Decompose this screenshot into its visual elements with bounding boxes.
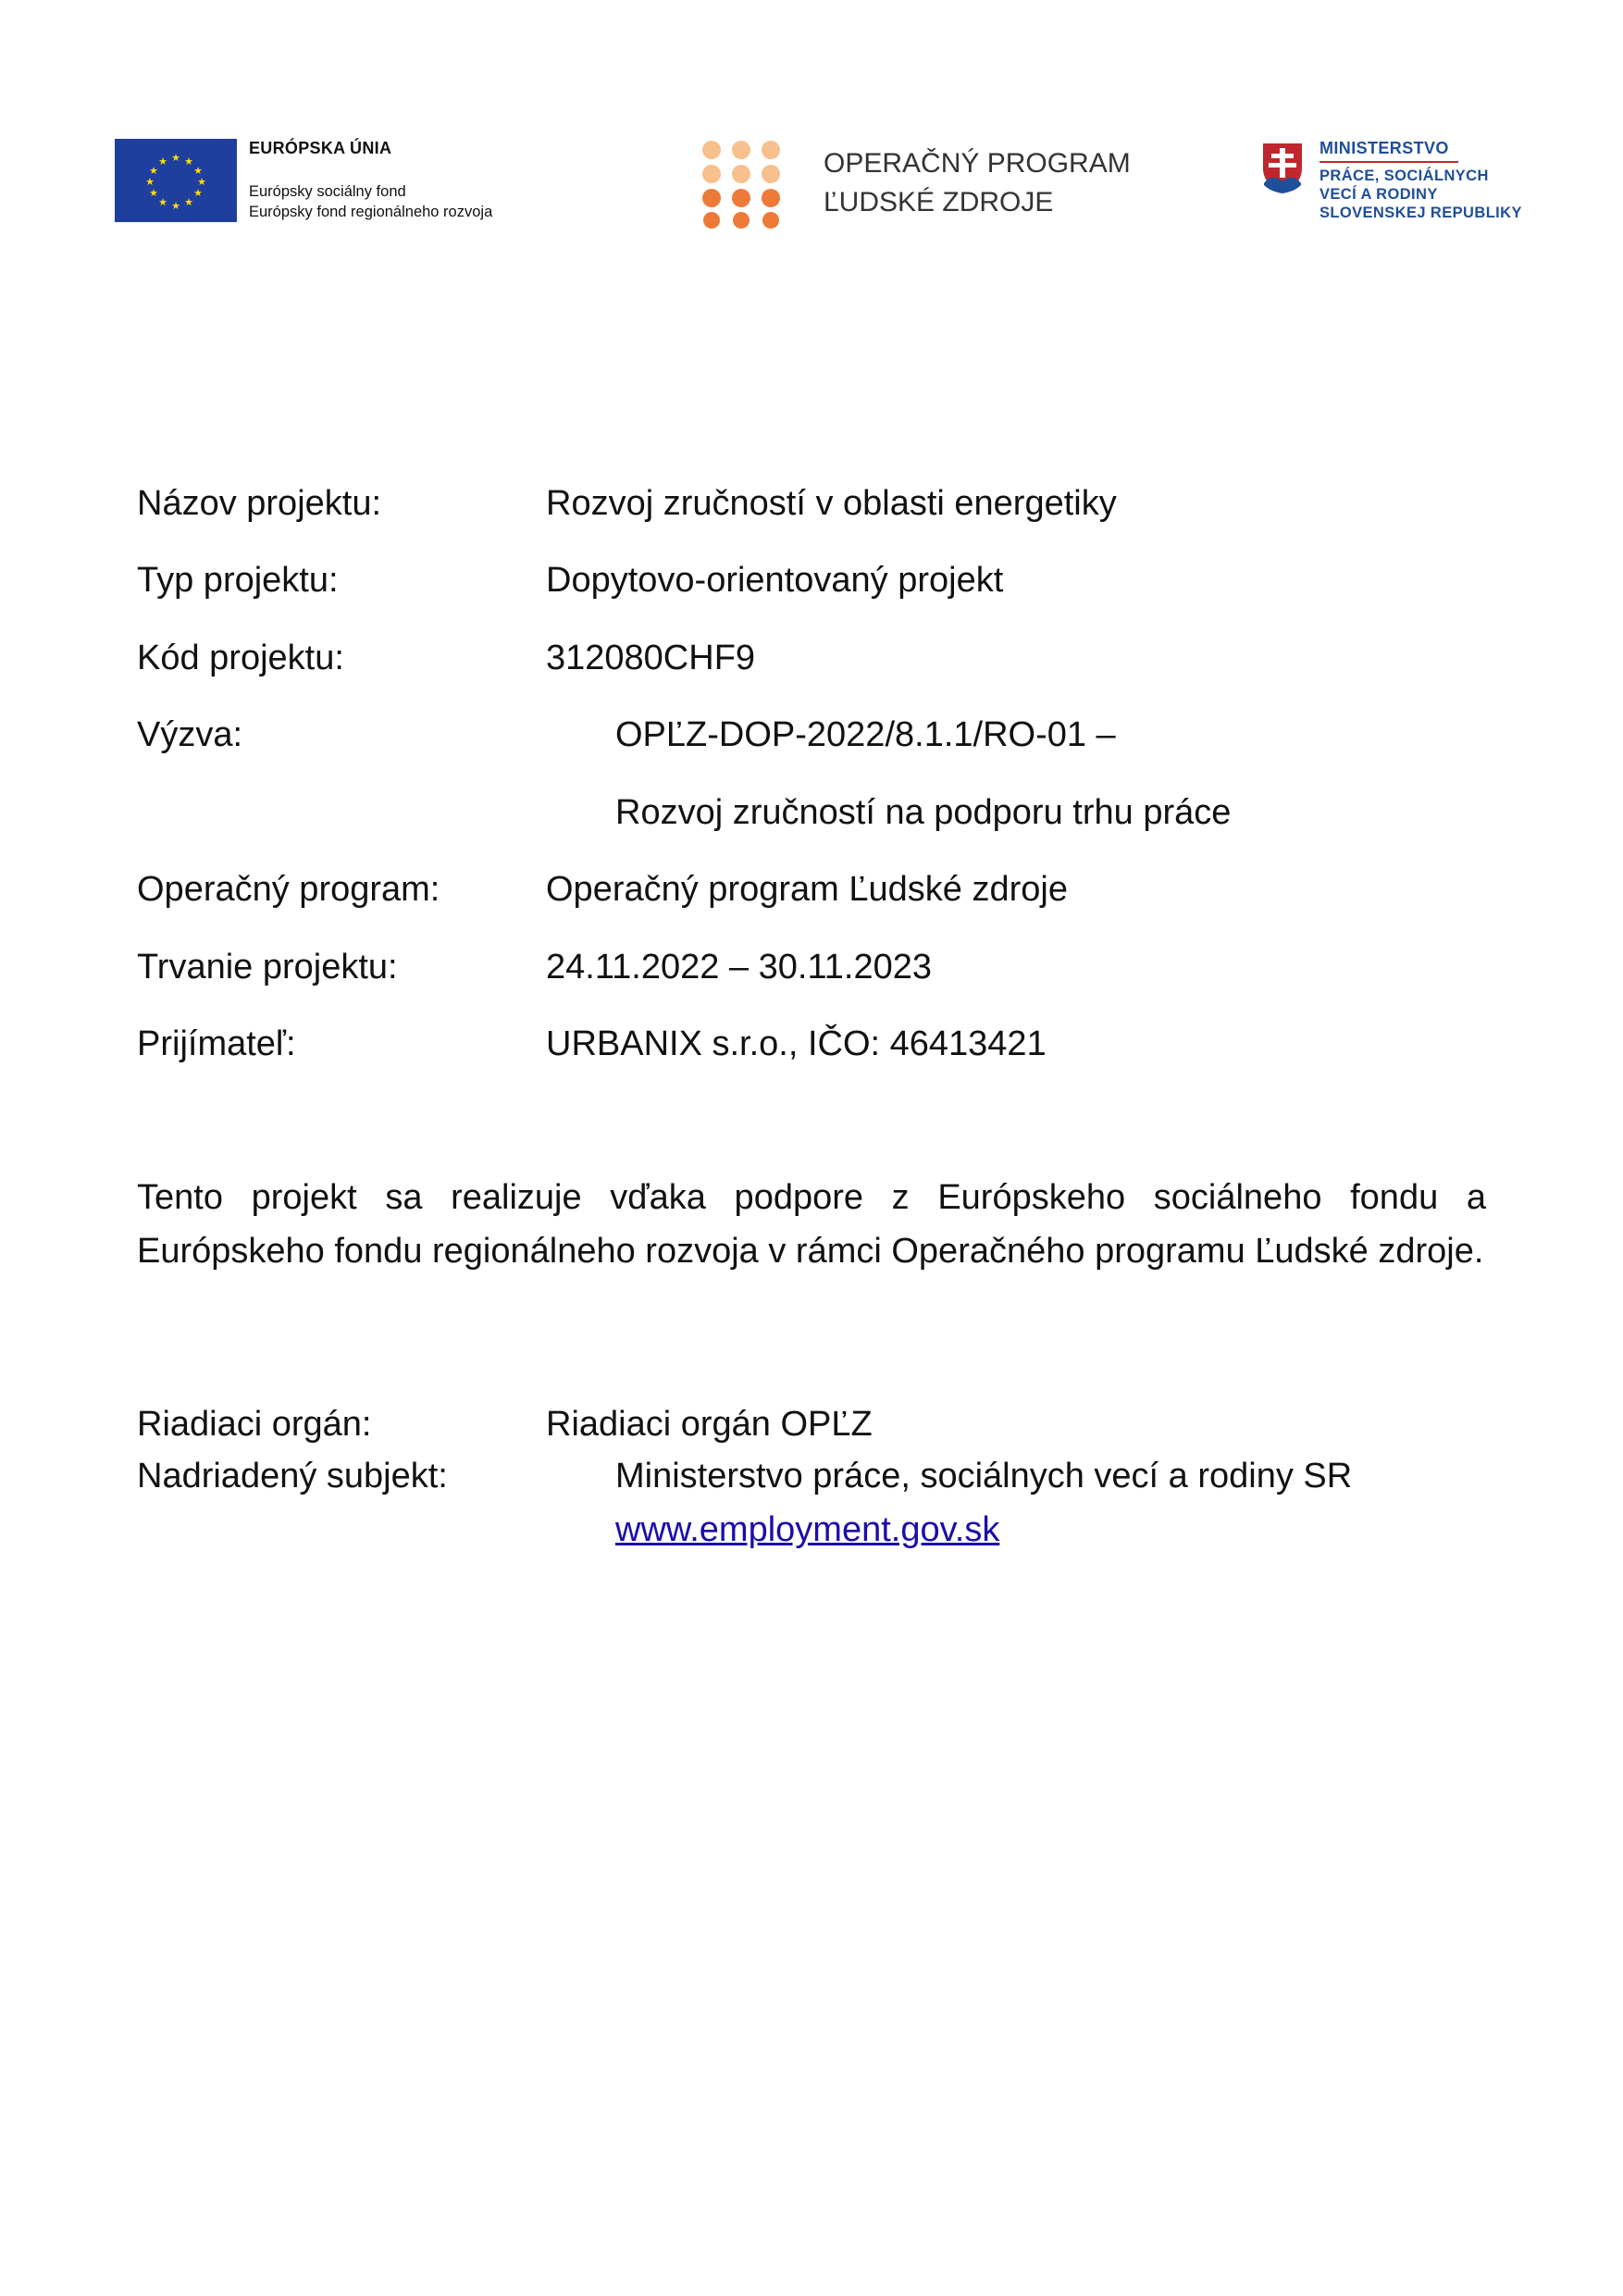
- eu-fund-esf: Európsky sociálny fond: [249, 183, 406, 200]
- eu-subtitle: [249, 181, 492, 222]
- project-name-label: Názov projektu:: [137, 484, 382, 523]
- funding-statement: Tento projekt sa realizuje vďaka podpore z Európskeho sociálneho fondu a Európskeho fondu regionálneho rozvoja v rámci Operačného programu Ľudské zdroje.: [137, 1178, 1486, 1271]
- ministry-line-2: VECÍ A RODINY: [1319, 186, 1438, 203]
- recipient-label: Prijímateľ:: [137, 1024, 296, 1063]
- slovak-crest-icon: [1260, 141, 1305, 194]
- op-title-line1: OPERAČNÝ PROGRAM: [824, 148, 1131, 179]
- superior-body-value: Ministerstvo práce, sociálnych vecí a rodiny SR: [615, 1457, 1353, 1496]
- employment-website-link[interactable]: www.employment.gov.sk: [615, 1510, 1000, 1549]
- svg-text:★: ★: [145, 176, 155, 188]
- call-label: Výzva:: [137, 715, 243, 754]
- managing-authority-label: Riadiaci orgán:: [137, 1405, 372, 1444]
- duration-label: Trvanie projektu:: [137, 948, 398, 987]
- call-value-continuation: Rozvoj zručností na podporu trhu práce: [615, 793, 1232, 832]
- op-title-line2: ĽUDSKÉ ZDROJE: [824, 187, 1054, 217]
- website-row: [137, 1510, 1525, 1557]
- svg-text:★: ★: [171, 152, 180, 164]
- svg-text:★: ★: [193, 187, 203, 199]
- managing-authority-value: Riadiaci orgán OPĽZ: [546, 1405, 873, 1444]
- project-code-row: [137, 639, 1525, 685]
- ministry-logo: [1260, 139, 1593, 231]
- project-type-row: [137, 561, 1525, 607]
- op-ludske-zdroje-logo: [699, 137, 1134, 226]
- project-code-value: 312080CHF9: [546, 639, 756, 677]
- operational-program-label: Operačný program:: [137, 870, 440, 909]
- project-type-value: Dopytovo-orientovaný projekt: [546, 561, 1004, 600]
- svg-text:★: ★: [158, 155, 167, 168]
- call-row: [137, 715, 1525, 762]
- project-type-label: Typ projektu:: [137, 561, 339, 600]
- call-continuation-row: [137, 793, 1525, 839]
- recipient-value: URBANIX s.r.o., IČO: 46413421: [546, 1024, 1047, 1063]
- svg-text:★: ★: [197, 176, 206, 188]
- svg-text:★: ★: [149, 165, 158, 177]
- managing-authority-row: [137, 1405, 1525, 1451]
- ministry-line-1: PRÁCE, SOCIÁLNYCH: [1319, 168, 1489, 184]
- op-title: [824, 144, 1131, 222]
- eu-fund-erdf: Európsky fond regionálneho rozvoja: [249, 204, 493, 220]
- ministry-subtitle: [1319, 167, 1522, 222]
- operational-program-value: Operačný program Ľudské zdroje: [546, 870, 1068, 909]
- svg-text:★: ★: [193, 165, 203, 177]
- svg-text:★: ★: [184, 196, 193, 208]
- eu-flag-icon: [115, 139, 237, 222]
- op-dots-icon: [699, 137, 791, 230]
- eu-logo: [115, 139, 550, 228]
- ministry-line-3: SLOVENSKEJ REPUBLIKY: [1319, 205, 1522, 221]
- svg-text:★: ★: [171, 200, 180, 212]
- svg-text:★: ★: [149, 187, 158, 199]
- project-name-value: Rozvoj zručností v oblasti energetiky: [546, 484, 1117, 523]
- project-name-row: [137, 484, 1525, 530]
- superior-body-label: Nadriadený subjekt:: [137, 1457, 448, 1496]
- superior-body-row: [137, 1457, 1525, 1503]
- project-code-label: Kód projektu:: [137, 639, 344, 677]
- duration-row: [137, 948, 1525, 994]
- call-value: OPĽZ-DOP-2022/8.1.1/RO-01 –: [615, 715, 1116, 754]
- ministry-title: MINISTERSTVO: [1319, 139, 1449, 157]
- eu-title: EURÓPSKA ÚNIA: [249, 139, 392, 157]
- recipient-row: [137, 1024, 1525, 1071]
- svg-text:★: ★: [184, 155, 193, 168]
- ministry-title-rule: [1319, 161, 1458, 163]
- operational-program-row: [137, 870, 1525, 916]
- svg-text:★: ★: [158, 196, 167, 208]
- duration-value: 24.11.2022 – 30.11.2023: [546, 948, 932, 987]
